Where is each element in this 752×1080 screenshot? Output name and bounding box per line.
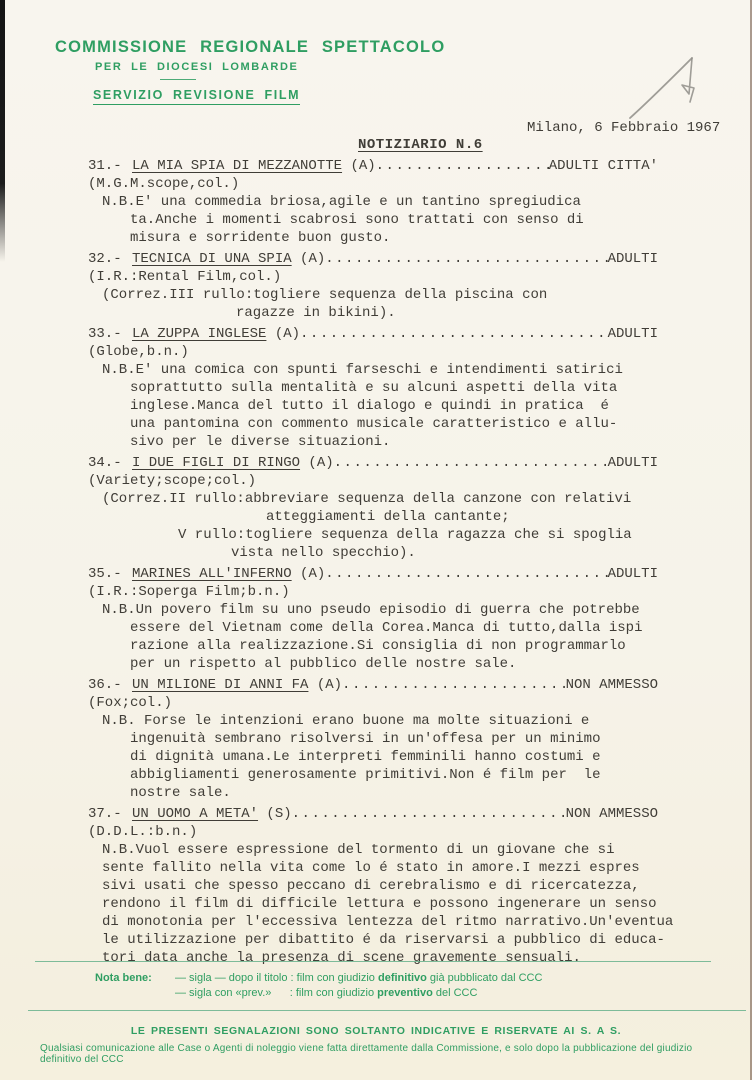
- dot-leader: [292, 805, 566, 823]
- film-title: TECNICA DI UNA SPIA: [132, 251, 292, 267]
- dot-leader: [342, 676, 566, 694]
- film-item: [88, 676, 708, 802]
- note-line: (Correz.II rullo:abbreviare sequenza della canzone con relativi: [102, 491, 632, 507]
- nota-bene-line: [175, 971, 542, 986]
- nota-bene-text-pre: — sigla — dopo il titolo : film con giudizio: [175, 972, 378, 984]
- note-line: (D.D.L.:b.n.): [88, 824, 198, 840]
- note-line: sivo per le diverse situazioni.: [130, 434, 391, 450]
- nota-bene-text-post: già pubblicato dal CCC: [426, 972, 543, 984]
- note-line: nostre sale.: [130, 785, 231, 801]
- note-line: N.B.E' una commedia briosa,agile e un tantino spregiudica: [102, 194, 581, 210]
- dot-leader: [334, 454, 608, 472]
- note-line: N.B.Vuol essere espressione del tormento di un giovane che si: [102, 842, 615, 858]
- note-line: vista nello specchio).: [231, 545, 416, 561]
- rating-sigla: (A): [291, 251, 326, 267]
- footer-smallprint: Qualsiasi comunicazione alle Case o Agenti di noleggio viene fatta direttamente dalla Commissione, e solo dopo la pubblicazione del giudizio definitivo del CCC: [40, 1043, 693, 1065]
- note-line: misura e sorridente buon gusto.: [130, 230, 391, 246]
- film-title: UN UOMO A META': [132, 806, 259, 822]
- rating-sigla: (A): [291, 566, 326, 582]
- note-line: V rullo:togliere sequenza della ragazza che si spoglia: [178, 527, 632, 543]
- film-item: [88, 565, 708, 673]
- organization-name: COMMISSIONE REGIONALE SPETTACOLO: [55, 38, 446, 56]
- document-title: NOTIZIARIO N.6: [358, 137, 483, 153]
- rating-sigla: (A): [300, 455, 334, 471]
- dot-leader: [325, 250, 607, 268]
- note-line: atteggiamenti della cantante;: [266, 509, 510, 525]
- rating-label: ADULTI: [607, 251, 658, 267]
- organization-subtitle: PER LE DIOCESI LOMBARDE: [95, 61, 299, 73]
- film-title-row: [88, 454, 658, 472]
- rating-sigla: (S): [258, 806, 292, 822]
- note-line: N.B. Forse le intenzioni erano buone ma molte situazioni e: [102, 713, 590, 729]
- item-number: 34.-: [88, 455, 122, 471]
- nota-bene-label: Nota bene:: [95, 972, 152, 984]
- note-line: ingenuità sembrano risolversi in un'offesa per un minimo: [130, 731, 601, 747]
- rating-sigla: (A): [266, 326, 301, 342]
- note-line: rendono il film di difficile lettura e possono ingenerare un senso: [102, 896, 657, 912]
- nota-bene-lines: [175, 971, 542, 1001]
- note-line: sente fallito nella vita come lo é stato in amore.I mezzi espres: [102, 860, 640, 876]
- note-line: tori data anche la presenza di scene gravemente sensuali.: [102, 950, 581, 966]
- note-line: le utilizzazione per dibattito é da riservarsi a pubblico di educa-: [102, 932, 665, 948]
- dot-leader: [325, 565, 607, 583]
- footer-rule-top: [35, 961, 711, 962]
- rating-label: ADULTI: [607, 326, 658, 342]
- film-title-row: [88, 325, 658, 343]
- nota-bene-line: [175, 986, 542, 1001]
- rating-sigla: (A): [308, 677, 343, 693]
- letterhead-divider: [160, 79, 196, 80]
- item-number: 32.-: [88, 251, 122, 267]
- note-line: (Correz.III rullo:togliere sequenza della piscina con: [102, 287, 548, 303]
- dateline: Milano, 6 Febbraio 1967: [527, 120, 721, 136]
- film-title-row: [88, 676, 658, 694]
- note-line: essere del Vietnam come della Corea.Manca di tutto,dalla ispi: [130, 620, 643, 636]
- film-list: [88, 157, 708, 970]
- item-number: 31.-: [88, 158, 122, 174]
- rating-label: ADULTI CITTA': [548, 158, 658, 174]
- note-line: (Fox;col.): [88, 695, 173, 711]
- film-title: MARINES ALL'INFERNO: [132, 566, 292, 582]
- film-title-row: [88, 805, 658, 823]
- footer-rule-bottom: [28, 1010, 746, 1011]
- note-line: ta.Anche i momenti scabrosi sono trattati con senso di: [130, 212, 584, 228]
- film-item: [88, 805, 708, 967]
- nota-bene-block: [95, 971, 542, 1001]
- note-line: (I.R.:Soperga Film;b.n.): [88, 584, 290, 600]
- film-title-row: [88, 565, 658, 583]
- film-title-row: [88, 157, 658, 175]
- film-title: LA MIA SPIA DI MEZZANOTTE: [132, 158, 343, 174]
- note-line: (Globe,b.n.): [88, 344, 189, 360]
- item-number: 36.-: [88, 677, 122, 693]
- film-title: LA ZUPPA INGLESE: [132, 326, 267, 342]
- dot-leader: [376, 157, 549, 175]
- rating-label: NON AMMESSO: [565, 677, 658, 693]
- note-line: abbigliamenti generosamente primitivi.Non é film per le: [130, 767, 601, 783]
- note-line: soprattutto sulla mentalità e su alcuni aspetti della vita: [130, 380, 618, 396]
- film-title-row: [88, 250, 658, 268]
- film-title: UN MILIONE DI ANNI FA: [132, 677, 309, 693]
- note-line: per un rispetto al pubblico delle nostre sale.: [130, 656, 517, 672]
- service-name: SERVIZIO REVISIONE FILM: [93, 88, 300, 105]
- film-item: [88, 454, 708, 562]
- note-line: inglese.Manca del tutto il dialogo e quindi in pratica é: [130, 398, 609, 414]
- note-line: (Variety;scope;col.): [88, 473, 257, 489]
- rating-label: NON AMMESSO: [565, 806, 658, 822]
- rating-sigla: (A): [342, 158, 376, 174]
- nota-bene-text-pre: — sigla con «prev.» : film con giudizio: [175, 987, 378, 999]
- dot-leader: [300, 325, 608, 343]
- rating-label: ADULTI: [607, 455, 658, 471]
- note-line: di monotonia per l'eccessiva lentezza del ritmo narrativo.Un'eventua: [102, 914, 674, 930]
- nota-bene-text-post: del CCC: [432, 987, 478, 999]
- note-line: una pantomina con commento musicale caratteristico e allu-: [130, 416, 618, 432]
- letterhead: [55, 38, 445, 105]
- film-item: [88, 157, 708, 247]
- note-line: di dignità umana.Le interpreti femminili hanno costumi e: [130, 749, 601, 765]
- note-line: (M.G.M.scope,col.): [88, 176, 240, 192]
- item-number: 35.-: [88, 566, 122, 582]
- scan-edge-left: [0, 0, 5, 262]
- note-line: sivi usati che spesso peccano di cerebralismo e di ricercatezza,: [102, 878, 640, 894]
- film-title: I DUE FIGLI DI RINGO: [132, 455, 301, 471]
- film-item: [88, 325, 708, 451]
- note-line: razione alla realizzazione.Si consiglia di non programmarlo: [130, 638, 626, 654]
- item-number: 33.-: [88, 326, 122, 342]
- footer-notice: LE PRESENTI SEGNALAZIONI SONO SOLTANTO INDICATIVE E RISERVATE AI S. A S.: [130, 1025, 622, 1037]
- film-item: [88, 250, 708, 322]
- note-line: (I.R.:Rental Film,col.): [88, 269, 282, 285]
- note-line: N.B.Un povero film su uno pseudo episodio di guerra che potrebbe: [102, 602, 640, 618]
- note-line: N.B.E' una comica con spunti farseschi e intendimenti satirici: [102, 362, 623, 378]
- nota-bene-bold: definitivo: [377, 972, 427, 984]
- rating-label: ADULTI: [607, 566, 658, 582]
- nota-bene-bold: preventivo: [377, 987, 433, 999]
- item-number: 37.-: [88, 806, 122, 822]
- note-line: ragazze in bikini).: [236, 305, 396, 321]
